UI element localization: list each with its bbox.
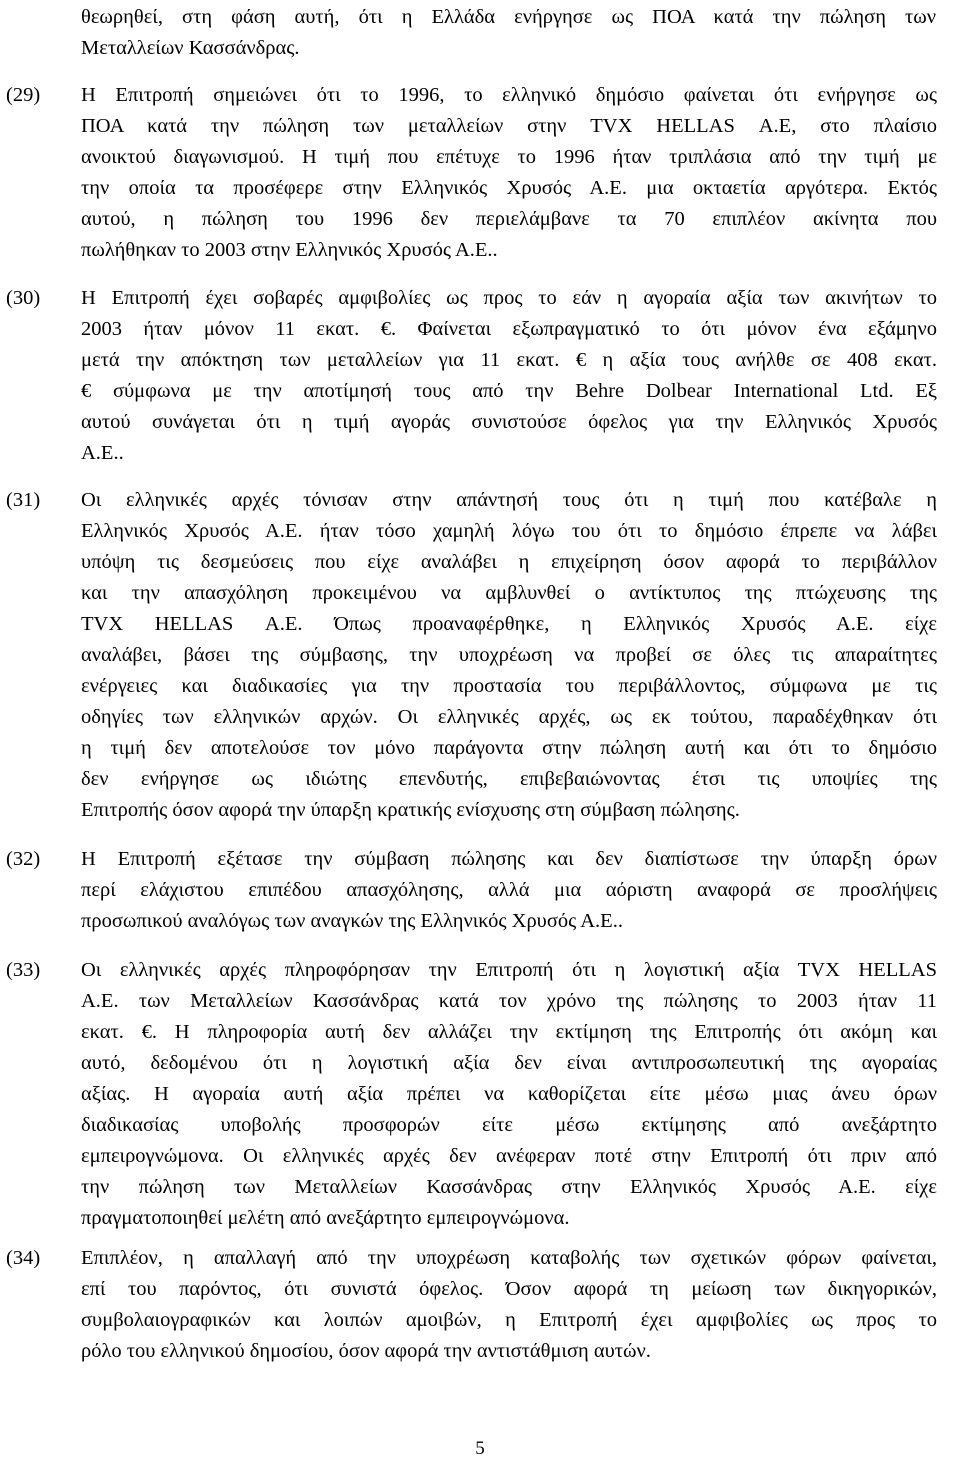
paragraph-number: (33) <box>6 959 41 981</box>
text-line: Α.Ε.. <box>81 442 124 464</box>
text-line: υπόψη τις δεσμεύσεις που είχε αναλάβει η επιχείρηση όσον αφορά το περιβάλλον <box>81 551 937 573</box>
text-line: 2003 ήταν μόνον 11 εκατ. €. Φαίνεται εξωπραγματικό το ότι μόνον ένα εξάμηνο <box>81 318 937 340</box>
paragraph-number: (34) <box>6 1247 41 1269</box>
text-line: επί του παρόντος, ότι συνιστά όφελος. Όσον αφορά τη μείωση των δικηγορικών, <box>81 1278 937 1300</box>
text-line: διαδικασίας υποβολής προσφορών είτε μέσω εκτίμησης από ανεξάρτητο <box>81 1114 937 1136</box>
text-line: TVX HELLAS Α.Ε. Όπως προαναφέρθηκε, η Ελληνικός Χρυσός Α.Ε. είχε <box>81 613 937 635</box>
text-line: Επιπλέον, η απαλλαγή από την υποχρέωση καταβολής των σχετικών φόρων φαίνεται, <box>81 1247 937 1269</box>
text-line: πραγματοποιηθεί μελέτη από ανεξάρτητο εμπειρογνώμονα. <box>81 1207 570 1229</box>
text-line: συμβολαιογραφικών και λοιπών αμοιβών, η Επιτροπή έχει αμφιβολίες ως προς το <box>81 1309 937 1331</box>
text-line: αυτού συνάγεται ότι η τιμή αγοράς συνιστούσε όφελος για την Ελληνικός Χρυσός <box>81 411 937 433</box>
text-line: Η Επιτροπή εξέτασε την σύμβαση πώλησης και δεν διαπίστωσε την ύπαρξη όρων <box>81 848 937 870</box>
text-line: αναλάβει, βάσει της σύμβασης, την υποχρέωση να προβεί σε όλες τις απαραίτητες <box>81 644 937 666</box>
text-line: € σύμφωνα με την αποτίμησή τους από την Behre Dolbear International Ltd. Εξ <box>81 380 937 402</box>
text-line: ΠΟΑ κατά την πώληση των μεταλλείων στην TVX HELLAS Α.Ε, στο πλαίσιο <box>81 115 937 137</box>
text-line: προσωπικού αναλόγως των αναγκών της Ελληνικός Χρυσός Α.Ε.. <box>81 910 623 932</box>
text-line: Οι ελληνικές αρχές τόνισαν στην απάντησή τους ότι η τιμή που κατέβαλε η <box>81 489 937 511</box>
text-line: Α.Ε. των Μεταλλείων Κασσάνδρας κατά τον χρόνο της πώλησης το 2003 ήταν 11 <box>81 990 937 1012</box>
page-number: 5 <box>475 1438 485 1459</box>
text-line: περί ελάχιστου επιπέδου απασχόλησης, αλλά μια αόριστη αναφορά σε προσλήψεις <box>81 879 937 901</box>
text-line: αυτού, η πώληση του 1996 δεν περιελάμβανε τα 70 επιπλέον ακίνητα που <box>81 208 937 230</box>
paragraph-number: (30) <box>6 287 41 309</box>
text-line: αυτό, δεδομένου ότι η λογιστική αξία δεν είναι αντιπροσωπευτική της αγοραίας <box>81 1052 937 1074</box>
text-line: ρόλο του ελληνικού δημοσίου, όσον αφορά την αντιστάθμιση αυτών. <box>81 1340 651 1362</box>
text-line: δεν ενήργησε ως ιδιώτης επενδυτής, επιβεβαιώνοντας έτσι τις υποψίες της <box>81 768 937 790</box>
text-line: την πώληση των Μεταλλείων Κασσάνδρας στην Ελληνικός Χρυσός Α.Ε. είχε <box>81 1176 937 1198</box>
text-line: την οποία τα προσέφερε στην Ελληνικός Χρυσός Α.Ε. μια οκταετία αργότερα. Εκτός <box>81 177 937 199</box>
text-line: εμπειρογνώμονα. Οι ελληνικές αρχές δεν ανέφεραν ποτέ στην Επιτροπή ότι πριν από <box>81 1145 937 1167</box>
text-line: Μεταλλείων Κασσάνδρας. <box>81 37 300 59</box>
paragraph-number: (29) <box>6 84 41 106</box>
text-line: Επιτροπής όσον αφορά την ύπαρξη κρατικής ενίσχυσης στη σύμβαση πώλησης. <box>81 799 740 821</box>
text-line: και την απασχόληση προκειμένου να αμβλυνθεί ο αντίκτυπος της πτώχευσης της <box>81 582 937 604</box>
text-line: οδηγίες των ελληνικών αρχών. Οι ελληνικές αρχές, ως εκ τούτου, παραδέχθηκαν ότι <box>81 706 937 728</box>
text-line: Η Επιτροπή σημειώνει ότι το 1996, το ελληνικό δημόσιο φαίνεται ότι ενήργησε ως <box>81 84 937 106</box>
text-line: Οι ελληνικές αρχές πληροφόρησαν την Επιτροπή ότι η λογιστική αξία TVX HELLAS <box>81 959 937 981</box>
text-line: μετά την απόκτηση των μεταλλείων για 11 εκατ. € η αξία τους ανήλθε σε 408 εκατ. <box>81 349 937 371</box>
text-line: Ελληνικός Χρυσός Α.Ε. ήταν τόσο χαμηλή λόγω του ότι το δημόσιο έπρεπε να λάβει <box>81 520 937 542</box>
text-line: εκατ. €. Η πληροφορία αυτή δεν αλλάζει την εκτίμηση της Επιτροπής ότι ακόμη και <box>81 1021 937 1043</box>
text-line: αξίας. Η αγοραία αυτή αξία πρέπει να καθορίζεται είτε μέσω μιας άνευ όρων <box>81 1083 937 1105</box>
text-line: θεωρηθεί, στη φάση αυτή, ότι η Ελλάδα ενήργησε ως ΠΟΑ κατά την πώληση των <box>81 6 936 28</box>
paragraph-number: (32) <box>6 848 41 870</box>
text-line: ενέργειες και διαδικασίες για την προστασία του περιβάλλοντος, σύμφωνα με τις <box>81 675 937 697</box>
text-line: ανοικτού διαγωνισμού. Η τιμή που επέτυχε το 1996 ήταν τριπλάσια από την τιμή με <box>81 146 937 168</box>
text-line: πωλήθηκαν το 2003 στην Ελληνικός Χρυσός Α.Ε.. <box>81 239 498 261</box>
text-line: Η Επιτροπή έχει σοβαρές αμφιβολίες ως προς το εάν η αγοραία αξία των ακινήτων το <box>81 287 937 309</box>
paragraph-number: (31) <box>6 489 41 511</box>
text-line: η τιμή δεν αποτελούσε τον μόνο παράγοντα στην πώληση αυτή και ότι το δημόσιο <box>81 737 937 759</box>
